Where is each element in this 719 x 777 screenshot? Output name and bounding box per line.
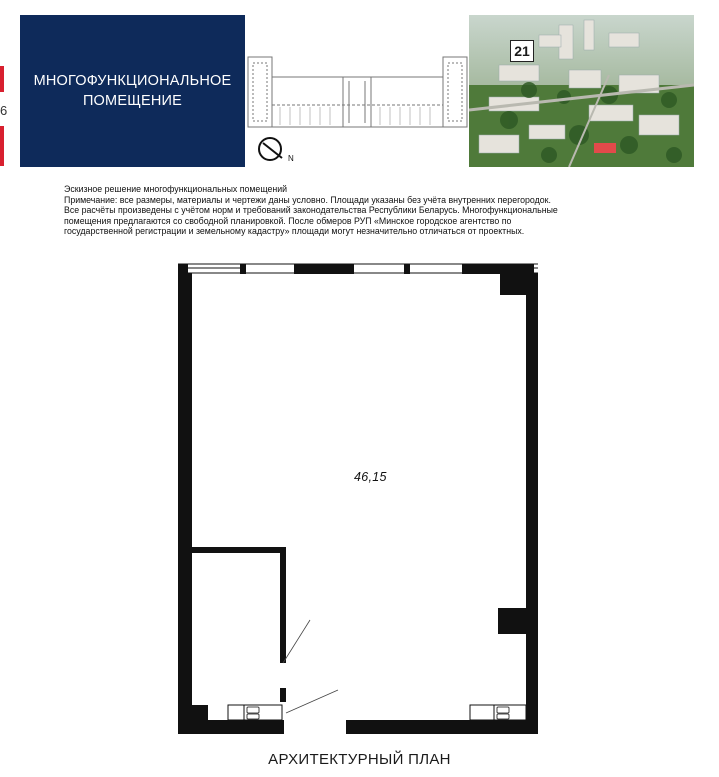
notes-line: государственной регистрации и земельному кадастру» площади могут незначительно отличаться от проектных.: [64, 226, 525, 236]
floor-plan: [170, 258, 550, 748]
plan-caption: АРХИТЕКТУРНЫЙ ПЛАН: [268, 751, 451, 768]
room-area-label: 46,15: [354, 470, 387, 484]
north-label: N: [288, 154, 294, 163]
building-number-badge: 21: [510, 40, 534, 62]
brand-logo-fragment: [0, 66, 4, 92]
notes-line: Все расчёты произведены с учётом норм и требований законодательства Республики Беларусь. Многофункциональные: [64, 205, 558, 215]
title-panel: [20, 15, 245, 167]
notes-block: [64, 184, 674, 237]
notes-line: помещения предлагаются со свободной планировкой. После обмеров РУП «Минское городское агентство по: [64, 215, 512, 226]
brand-logo-fragment-bottom: [0, 126, 4, 166]
north-arrow-icon: [259, 138, 282, 160]
aerial-photo: [469, 15, 694, 167]
plan-walls: [178, 273, 538, 734]
page-title: МНОГОФУНКЦИОНАЛЬНОЕ ПОМЕЩЕНИЕ: [33, 73, 232, 109]
key-plan-diagram: [245, 45, 470, 173]
notes-line: Примечание: все размеры, материалы и чертежи даны условно. Площади указаны без учёта внутренних перегородок.: [64, 194, 551, 205]
brand-logo-digit: 6: [0, 103, 8, 118]
notes-heading: Эскизное решение многофункциональных помещений: [64, 184, 288, 194]
